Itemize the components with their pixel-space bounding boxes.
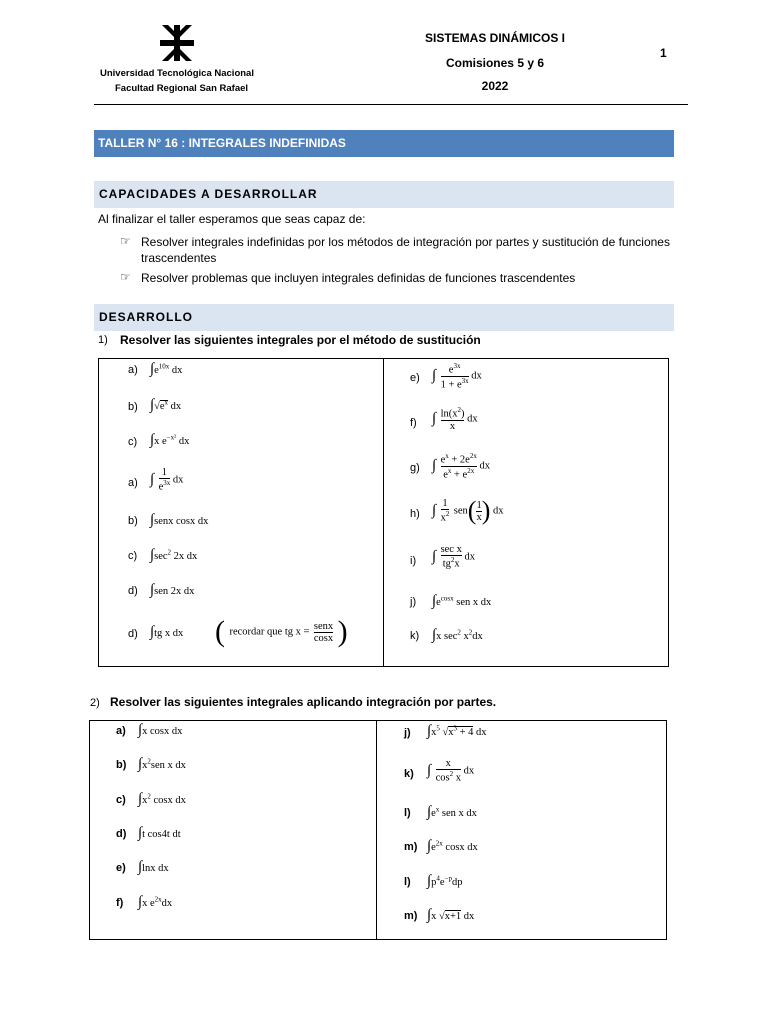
q2-right-label: k) [404, 768, 414, 780]
q1-left-label: b) [128, 515, 138, 527]
q1-left-label: b) [128, 401, 138, 413]
q2-right-expr: $\int e^{2x}$ cosx dx [427, 838, 478, 854]
q1-right-expr: ∫ $\frac{e^x + 2e^{2x}}{e^x + e^{2x}}$ dx [432, 452, 490, 480]
faculty-name: Facultad Regional San Rafael [115, 83, 249, 94]
q2-left-label: f) [116, 897, 124, 909]
q2-right-label: l) [404, 876, 411, 888]
q2-right-label: m) [404, 910, 418, 922]
q1-right-label: h) [410, 508, 420, 520]
q1-left-expr: ∫ $\frac{1}{e^{3x}}$ dx [150, 467, 184, 493]
course-name: SISTEMAS DINÁMICOS I [424, 31, 565, 45]
q1-number: 1) [98, 334, 108, 346]
development-heading-bar [94, 304, 674, 331]
q1-left-expr: ∫sen 2x dx [150, 582, 195, 598]
q1-right-label: j) [410, 596, 417, 608]
q1-right-expr: ∫ $\frac{1}{x^2}$ sen( $\frac{1}{x}$ ) dx [432, 496, 504, 525]
q2-left-expr: ∫t cos4t dt [138, 825, 181, 841]
q2-right-expr: $\int x^5$ $√x^3 + 4$ dx [427, 723, 487, 739]
q2-right-expr: ∫x √x+1 dx [427, 907, 475, 923]
q1-left-expr: ∫tg x dx [150, 624, 184, 640]
capacities-intro: Al finalizar el taller esperamos que seas capaz de: [98, 212, 366, 226]
q1-column-divider [383, 358, 384, 667]
page-number: 1 [660, 46, 667, 60]
q1-right-label: k) [410, 630, 420, 642]
q2-number: 2) [90, 697, 100, 709]
q2-left-label: d) [116, 828, 127, 840]
q1-right-label: f) [410, 417, 417, 429]
q1-right-label: g) [410, 462, 420, 474]
q2-right-expr: ∫ $\frac{x}{\cos^2 x}$ dx [427, 758, 475, 784]
university-name: Universidad Tecnológica Nacional [100, 68, 254, 79]
capacities-heading-bar [94, 181, 674, 208]
capacity-item: Resolver problemas que incluyen integrales definidas de funciones trascendentes [141, 271, 576, 285]
q1-left-expr: $\int\sec^2$ 2x dx [150, 547, 198, 563]
q1-right-label: e) [410, 372, 420, 384]
development-heading: DESARROLLO [99, 310, 193, 324]
q2-left-expr: $\int x^2$ cosx dx [138, 791, 186, 807]
commissions: Comisiones 5 y 6 [445, 56, 545, 70]
q2-left-label: e) [116, 862, 126, 874]
q2-left-label: b) [116, 759, 127, 771]
q1-left-expr: $\int e^{10x}$ dx [150, 361, 183, 377]
q2-left-label: c) [116, 794, 126, 806]
utn-logo [160, 25, 194, 61]
q2-right-label: j) [404, 727, 411, 739]
q2-column-divider [376, 720, 377, 940]
q2-right-label: m) [404, 841, 418, 853]
q1-left-expr: ∫senx cosx dx [150, 512, 209, 528]
q2-right-label: l) [404, 807, 411, 819]
q1-left-expr: ∫x $e^{-x^2}$ dx [150, 432, 190, 448]
q1-left-label: c) [128, 550, 138, 562]
q2-right-expr: $\int e^x$ sen x dx [427, 804, 477, 820]
q1-right-expr: ∫ $\frac{e^{3x}}{1 + e^{3x}}$ dx [432, 362, 482, 390]
capacity-item: Resolver integrales indefinidas por los métodos de integración por partes y sustitución de funciones trascendentes [141, 235, 670, 265]
q1-right-expr: ∫x $\sec^2 x^2dx$ [432, 627, 483, 643]
q1-right-expr: ∫ sec x $tg^2x$ dx [432, 544, 475, 570]
q2-left-expr: ∫x $e^{2x}dx$ [138, 894, 173, 910]
q1-right-expr: ∫ $\frac{\ln(x^2)}{x}$ dx [432, 406, 478, 432]
q1-right-expr: $\int e^{cosx}$ sen x dx [432, 593, 492, 609]
title-bar [94, 130, 674, 157]
tg-hint: ( recordar que tg x = senx cosx ) [215, 615, 348, 648]
year: 2022 [481, 79, 509, 93]
q1-left-label: d) [128, 585, 138, 597]
q1-left-label: a) [128, 477, 138, 489]
q2-left-expr: ∫x cosx dx [138, 722, 183, 738]
title-text: TALLER N° 16 : INTEGRALES INDEFINIDAS [98, 136, 346, 150]
q1-left-label: d) [128, 628, 138, 640]
q1-left-label: c) [128, 436, 138, 448]
q1-left-label: a) [128, 364, 138, 376]
q1-text: Resolver las siguientes integrales por el método de sustitución [120, 333, 481, 347]
q2-right-expr: $\int p^4e^{-p}dp$ [427, 873, 463, 889]
q1-right-label: i) [410, 555, 417, 567]
q2-text: Resolver las siguientes integrales aplicando integración por partes. [110, 695, 497, 709]
pointing-hand-icon: ☞ [120, 234, 131, 248]
q2-left-expr: $\int x^2sen$ x dx [138, 756, 186, 772]
q2-left-expr: ∫lnx dx [138, 859, 169, 875]
q1-left-expr: $\int√e^x$ dx [150, 397, 182, 413]
pointing-hand-icon: ☞ [120, 270, 131, 284]
capacities-heading: CAPACIDADES A DESARROLLAR [99, 187, 318, 201]
header-divider [94, 104, 688, 105]
q2-left-label: a) [116, 725, 126, 737]
